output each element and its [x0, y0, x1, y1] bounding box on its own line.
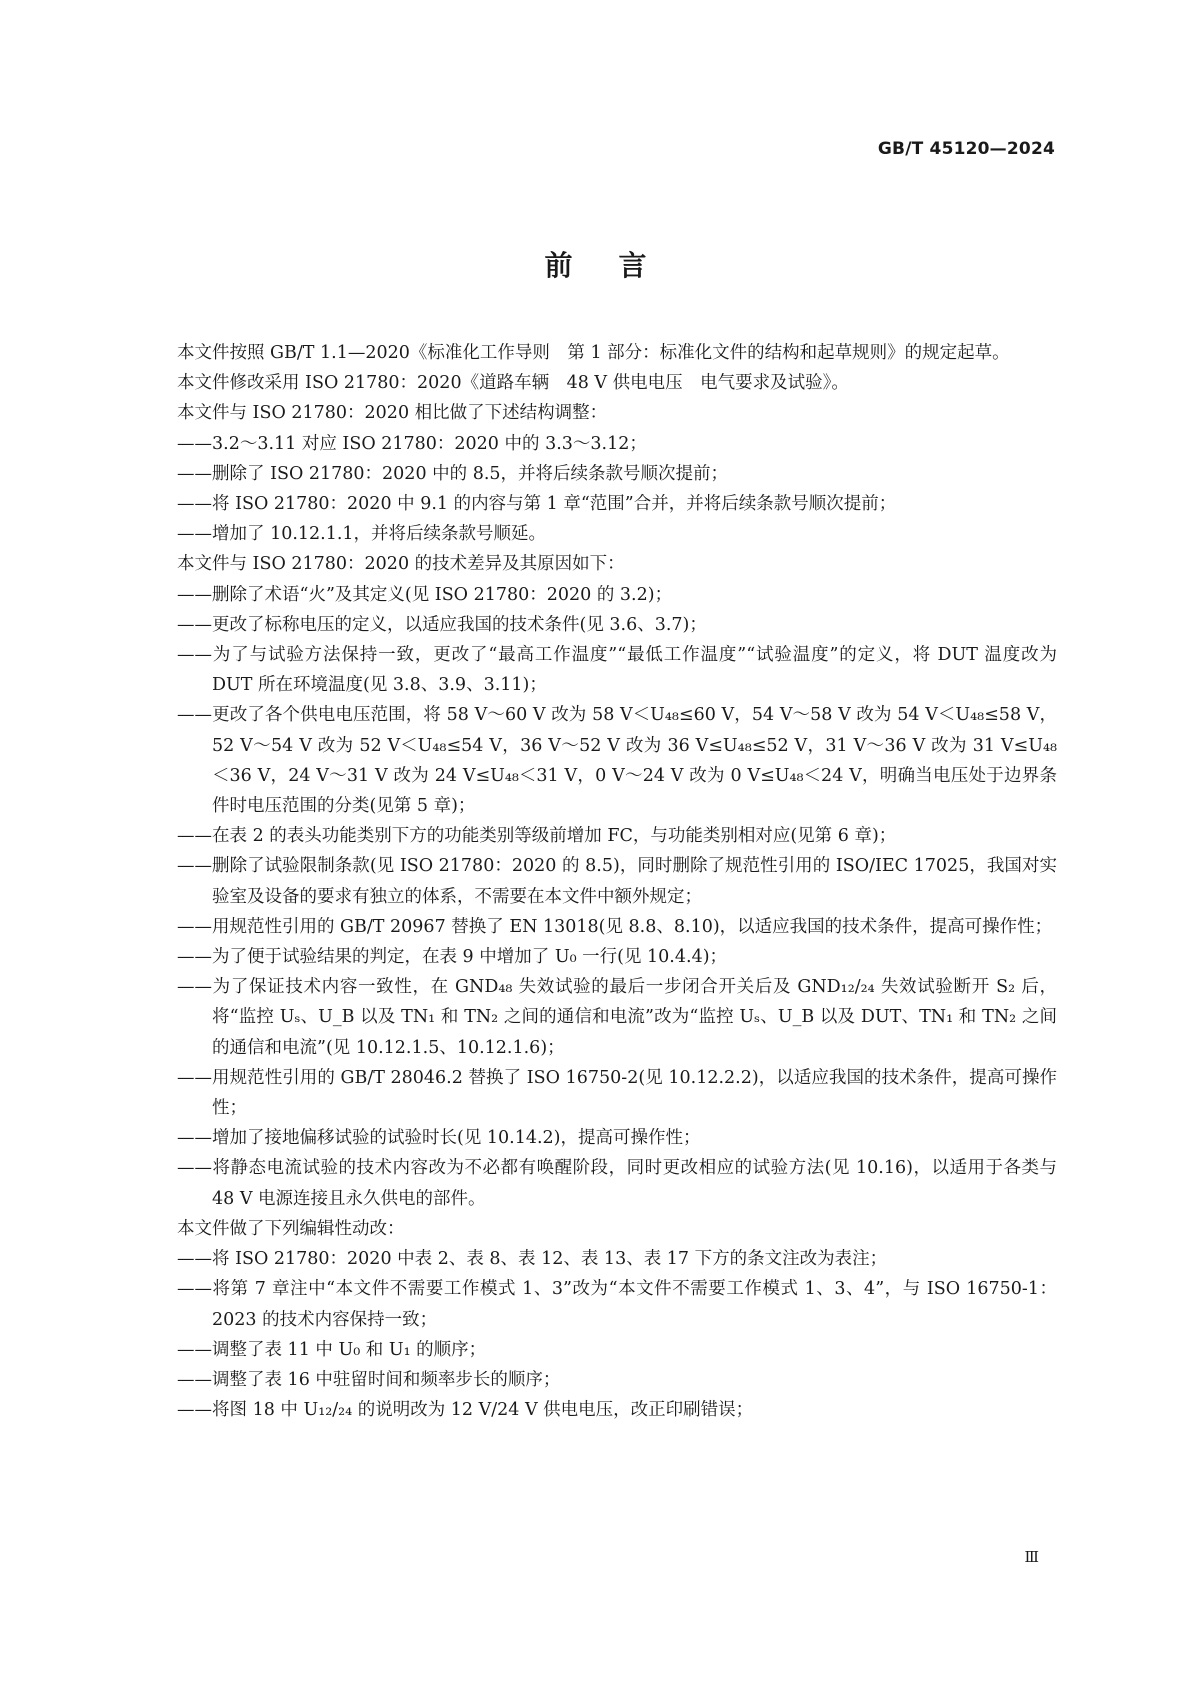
list-item: ——在表 2 的表头功能类别下方的功能类别等级前增加 FC，与功能类别相对应(见第 6 章)；	[177, 826, 897, 847]
paragraph-technical-intro: 本文件与 ISO 21780：2020 的技术差异及其原因如下：	[177, 554, 625, 575]
list-item: ——为了保证技术内容一致性，在 GND₄₈ 失效试验的最后一步闭合开关后及 GND₁₂/₂₄ 失效试验断开 S₂ 后，将“监控 Uₛ、U_B 以及 TN₁ 和 TN₂ 之间的通信和电流”改为“监控 Uₛ、U_B 以及 DUT、TN₁ 和 TN₂ 之间的通信和电流”(见 10.12.1.5、10.12.1.6)；	[177, 977, 1057, 1058]
standard-number: GB/T 45120—2024	[877, 139, 1055, 159]
list-item: ——删除了 ISO 21780：2020 中的 8.5，并将后续条款号顺次提前；	[177, 463, 729, 484]
list-item: ——调整了表 16 中驻留时间和频率步长的顺序；	[177, 1369, 561, 1390]
list-item: ——为了与试验方法保持一致，更改了“最高工作温度”“最低工作温度”“试验温度”的定义，将 DUT 温度改为 DUT 所在环境温度(见 3.8、3.9、3.11)；	[177, 645, 1057, 696]
list-item: ——增加了接地偏移试验的试验时长(见 10.14.2)，提高可操作性；	[177, 1128, 701, 1149]
list-item: ——将 ISO 21780：2020 中表 2、表 8、表 12、表 13、表 17 下方的条文注改为表注；	[177, 1249, 888, 1270]
paragraph-drafting-rules: 本文件按照 GB/T 1.1—2020《标准化工作导则 第 1 部分：标准化文件的结构和起草规则》的规定起草。	[177, 343, 1010, 363]
foreword-body	[142, 338, 1057, 1425]
paragraph-adoption: 本文件修改采用 ISO 21780：2020《道路车辆 48 V 供电电压 电气要求及试验》。	[177, 373, 849, 394]
paragraph-structural-intro: 本文件与 ISO 21780：2020 相比做了下述结构调整：	[177, 403, 608, 424]
list-item: ——删除了术语“火”及其定义(见 ISO 21780：2020 的 3.2)；	[177, 584, 673, 605]
page-title: 前言	[544, 249, 693, 282]
list-item: ——调整了表 11 中 U₀ 和 U₁ 的顺序；	[177, 1339, 487, 1360]
list-item: ——将 ISO 21780：2020 中 9.1 的内容与第 1 章“范围”合并，并将后续条款号顺次提前；	[177, 494, 897, 515]
page-number: Ⅲ	[1024, 1548, 1039, 1566]
list-item: ——删除了试验限制条款(见 ISO 21780：2020 的 8.5)，同时删除了规范性引用的 ISO/IEC 17025，我国对实验室及设备的要求有独立的体系，不需要在本文件中额外规定；	[177, 856, 1057, 907]
list-item: ——增加了 10.12.1.1，并将后续条款号顺延。	[177, 524, 547, 545]
list-item: ——用规范性引用的 GB/T 28046.2 替换了 ISO 16750-2(见 10.12.2.2)，以适应我国的技术条件，提高可操作性；	[177, 1067, 1057, 1119]
list-item: ——用规范性引用的 GB/T 20967 替换了 EN 13018(见 8.8、8.10)，以适应我国的技术条件，提高可操作性；	[177, 916, 1053, 937]
list-item: ——为了便于试验结果的判定，在表 9 中增加了 U₀ 一行(见 10.4.4)；	[177, 947, 728, 968]
list-item: ——更改了各个供电电压范围，将 58 V～60 V 改为 58 V＜U₄₈≤60 V，54 V～58 V 改为 54 V＜U₄₈≤58 V，52 V～54 V 改为 52 V＜U₄₈≤54 V，36 V～52 V 改为 36 V≤U₄₈≤52 V，31 V～36 V 改为 31 V≤U₄₈＜36 V，24 V～31 V 改为 24 V≤U₄₈＜31 V，0 V～24 V 改为 0 V≤U₄₈＜24 V，明确当电压处于边界条件时电压范围的分类(见第 5 章)；	[177, 705, 1057, 817]
list-item: ——将静态电流试验的技术内容改为不必都有唤醒阶段，同时更改相应的试验方法(见 10.16)，以适用于各类与 48 V 电源连接且永久供电的部件。	[177, 1158, 1057, 1209]
list-item: ——将图 18 中 U₁₂/₂₄ 的说明改为 12 V/24 V 供电电压，改正印刷错误；	[177, 1400, 754, 1421]
paragraph-editorial-intro: 本文件做了下列编辑性动改：	[177, 1218, 405, 1239]
list-item: ——3.2～3.11 对应 ISO 21780：2020 中的 3.3～3.12；	[177, 433, 647, 454]
list-item: ——将第 7 章注中“本文件不需要工作模式 1、3”改为“本文件不需要工作模式 1、3、4”，与 ISO 16750-1：2023 的技术内容保持一致；	[177, 1279, 1057, 1330]
list-item: ——更改了标称电压的定义，以适应我国的技术条件(见 3.6、3.7)；	[177, 614, 707, 635]
